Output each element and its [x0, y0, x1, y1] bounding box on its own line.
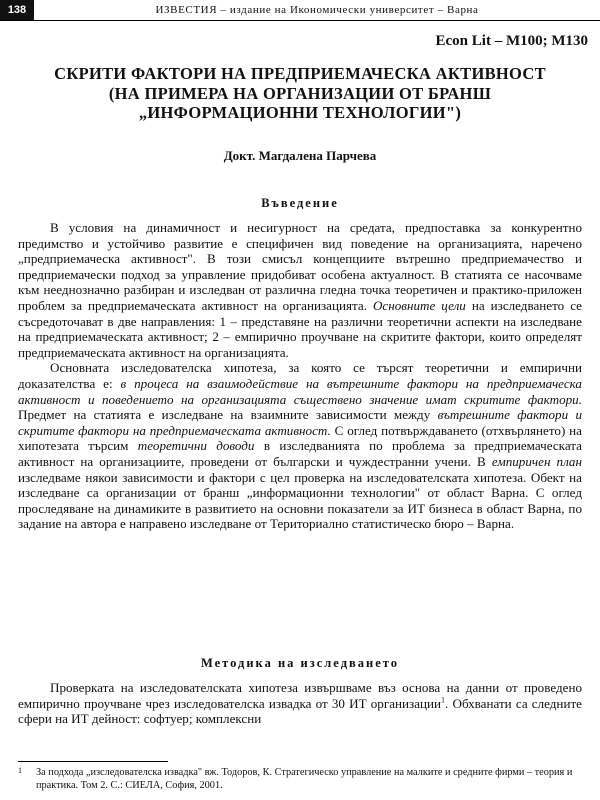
econlit-classification: Econ Lit – M100; M130: [435, 33, 588, 49]
methodology-body: [18, 680, 582, 727]
title-line-1: СКРИТИ ФАКТОРИ НА ПРЕДПРИЕМАЧЕСКА АКТИВНОСТ: [54, 64, 546, 83]
paragraph-3: [18, 680, 582, 727]
footnote-divider: [18, 761, 168, 762]
paragraph-2-text-b: Предмет на статията е изследване на взаимните зависимости между: [18, 407, 431, 423]
author-name: Докт. Магдалена Парчева: [223, 148, 377, 163]
footnote-text: За подхода „изследователска извадка" вж. Тодоров, К. Стратегическо управление на малките и средните фирми – теория и практика. Том 2. С.: СИЕЛА, София, 2001.: [36, 767, 573, 791]
paragraph-1: [18, 220, 582, 360]
hypothesis-emphasis: в процеса на взаимодействие на вътрешните фактори на предприемаческа активност и поведението на организацията съществено значение имат скритите фактори.: [18, 375, 582, 407]
article-title: [18, 64, 582, 123]
paragraph-1-text: В условия на динамичност и несигурност на средата, предпоставка за конкурентно предимство и устойчиво развитие е специфичен вид поведение на организацията, наречено „предприемаческа активност". В този смисъл концепциите вътрешно предприемачество и предприемачески подход за управление придобиват особена актуалност. В статията се насочваме към нееднозначно разбиран и изследван от различна гледна точка теоретичен и практико-приложен проблем за предприемаческата активност на организацията.: [18, 220, 582, 313]
title-line-2: (НА ПРИМЕРА НА ОРГАНИЗАЦИИ ОТ БРАНШ: [108, 83, 492, 103]
paragraph-3-text: Проверката на изследователската хипотеза извършваме въз основа на данни от проведено емпирично проучване чрез изследователска извадка от 30 ИТ организации: [18, 680, 582, 711]
paragraph-1-emphasis: Основните цели: [372, 297, 466, 313]
empirical-plan-emphasis: емпиричен план: [491, 453, 582, 469]
theoretical-arguments-emphasis: теоретични доводи: [137, 438, 255, 454]
footnote-reference[interactable]: 1: [441, 695, 446, 705]
paragraph-2-text: Основната изследователска хипотеза, за която се търсят теоретични и емпирични доказателства е:: [18, 360, 582, 391]
section-heading-methodology: Методика на изследването: [200, 656, 399, 670]
footnote: [18, 766, 582, 792]
running-header: [0, 0, 600, 21]
paragraph-2-text-e: изследваме някои зависимости и фактори с цел проверка на изследователската хипотеза. Обект на изследване са организации от бранш „информационни технологии" от област Варна. С оглед проследяване на динамиките в развитието на основни показатели за ИТ бизнеса в област Варна, по задание на автора е направено изследване от Териториално статистическо бюро – Варна.: [18, 469, 582, 532]
page-number: 138: [0, 0, 34, 20]
paragraph-3-text-cont: . Обхванати са следните сфери на ИТ дейност: софтуер; комплексни: [18, 695, 582, 727]
paragraph-2: [18, 360, 582, 532]
paragraph-1-text-cont: на изследването се съсредоточават в две направления: 1 – представяне на различни теоретични аспекти на изследване на предприемаческата активност; 2 – емпирично проучване на скритите фактори, които определят предприемаческата активност на организацията.: [18, 297, 582, 360]
introduction-body: [18, 220, 582, 532]
paragraph-2-text-d: в изследванията по проблема за предприемаческата активност на организациите, проведени от български и чуждестранни учени. В: [18, 438, 582, 469]
footnote-mark: 1: [18, 766, 22, 775]
subject-emphasis: вътрешните фактори и скритите фактори на предприемаческата активност.: [18, 407, 582, 438]
journal-title: ИЗВЕСТИЯ – издание на Икономически университет – Варна: [155, 4, 479, 16]
paragraph-2-text-c: С оглед потвърждаването (отхвърлянето) на хипотезата търсим: [18, 422, 582, 454]
section-heading-introduction: Въведение: [261, 196, 339, 210]
title-line-3: „ИНФОРМАЦИОННИ ТЕХНОЛОГИИ"): [138, 103, 462, 122]
